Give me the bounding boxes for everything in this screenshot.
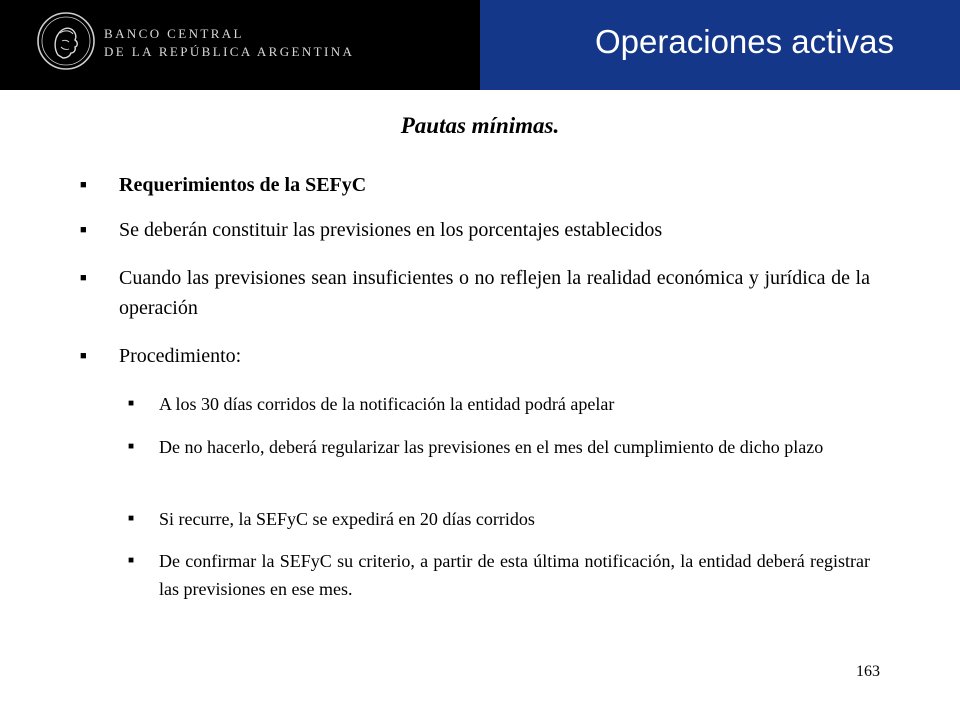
sub-bullet-item xyxy=(128,433,870,461)
square-bullet-icon: ■ xyxy=(128,555,135,566)
sub-bullet-text: De no hacerlo, deberá regularizar las previsiones en el mes del cumplimiento de dicho plazo xyxy=(159,437,824,457)
bullet-item xyxy=(80,170,870,200)
bullet-item xyxy=(80,263,870,323)
bullet-item xyxy=(80,341,870,371)
bank-name-line2: DE LA REPÚBLICA ARGENTINA xyxy=(104,44,355,59)
bank-name-line1: BANCO CENTRAL xyxy=(104,26,244,41)
square-bullet-icon: ■ xyxy=(80,224,87,236)
slide-header xyxy=(0,0,960,90)
sub-bullet-text: A los 30 días corridos de la notificación la entidad podrá apelar xyxy=(159,394,615,414)
square-bullet-icon: ■ xyxy=(80,350,87,362)
square-bullet-icon: ■ xyxy=(128,441,135,452)
sub-bullet-item xyxy=(128,505,870,533)
bullet-text: Se deberán constituir las previsiones en los porcentajes establecidos xyxy=(119,219,663,241)
square-bullet-icon: ■ xyxy=(128,398,135,409)
bank-name xyxy=(104,25,354,61)
bcra-seal-icon xyxy=(36,11,96,71)
bullet-text: Cuando las previsiones sean insuficientes o no reflejen la realidad económica y jurídica de la operación xyxy=(119,267,870,319)
square-bullet-icon: ■ xyxy=(80,179,87,191)
square-bullet-icon: ■ xyxy=(128,513,135,524)
bullet-text: Requerimientos de la SEFyC xyxy=(119,174,367,196)
slide-title: Pautas mínimas. xyxy=(400,113,560,138)
sub-bullet-text: Si recurre, la SEFyC se expedirá en 20 días corridos xyxy=(159,509,535,529)
sub-bullet-item xyxy=(128,547,870,603)
page-number: 163 xyxy=(856,663,880,680)
bullet-item xyxy=(80,215,870,245)
section-title: Operaciones activas xyxy=(595,23,894,60)
sub-bullet-item xyxy=(128,390,870,418)
bullet-text: Procedimiento: xyxy=(119,345,242,367)
square-bullet-icon: ■ xyxy=(80,272,87,284)
header-left-band xyxy=(0,0,480,90)
sub-bullet-text: De confirmar la SEFyC su criterio, a partir de esta última notificación, la entidad deberá registrar las previsiones en ese mes. xyxy=(159,551,870,599)
